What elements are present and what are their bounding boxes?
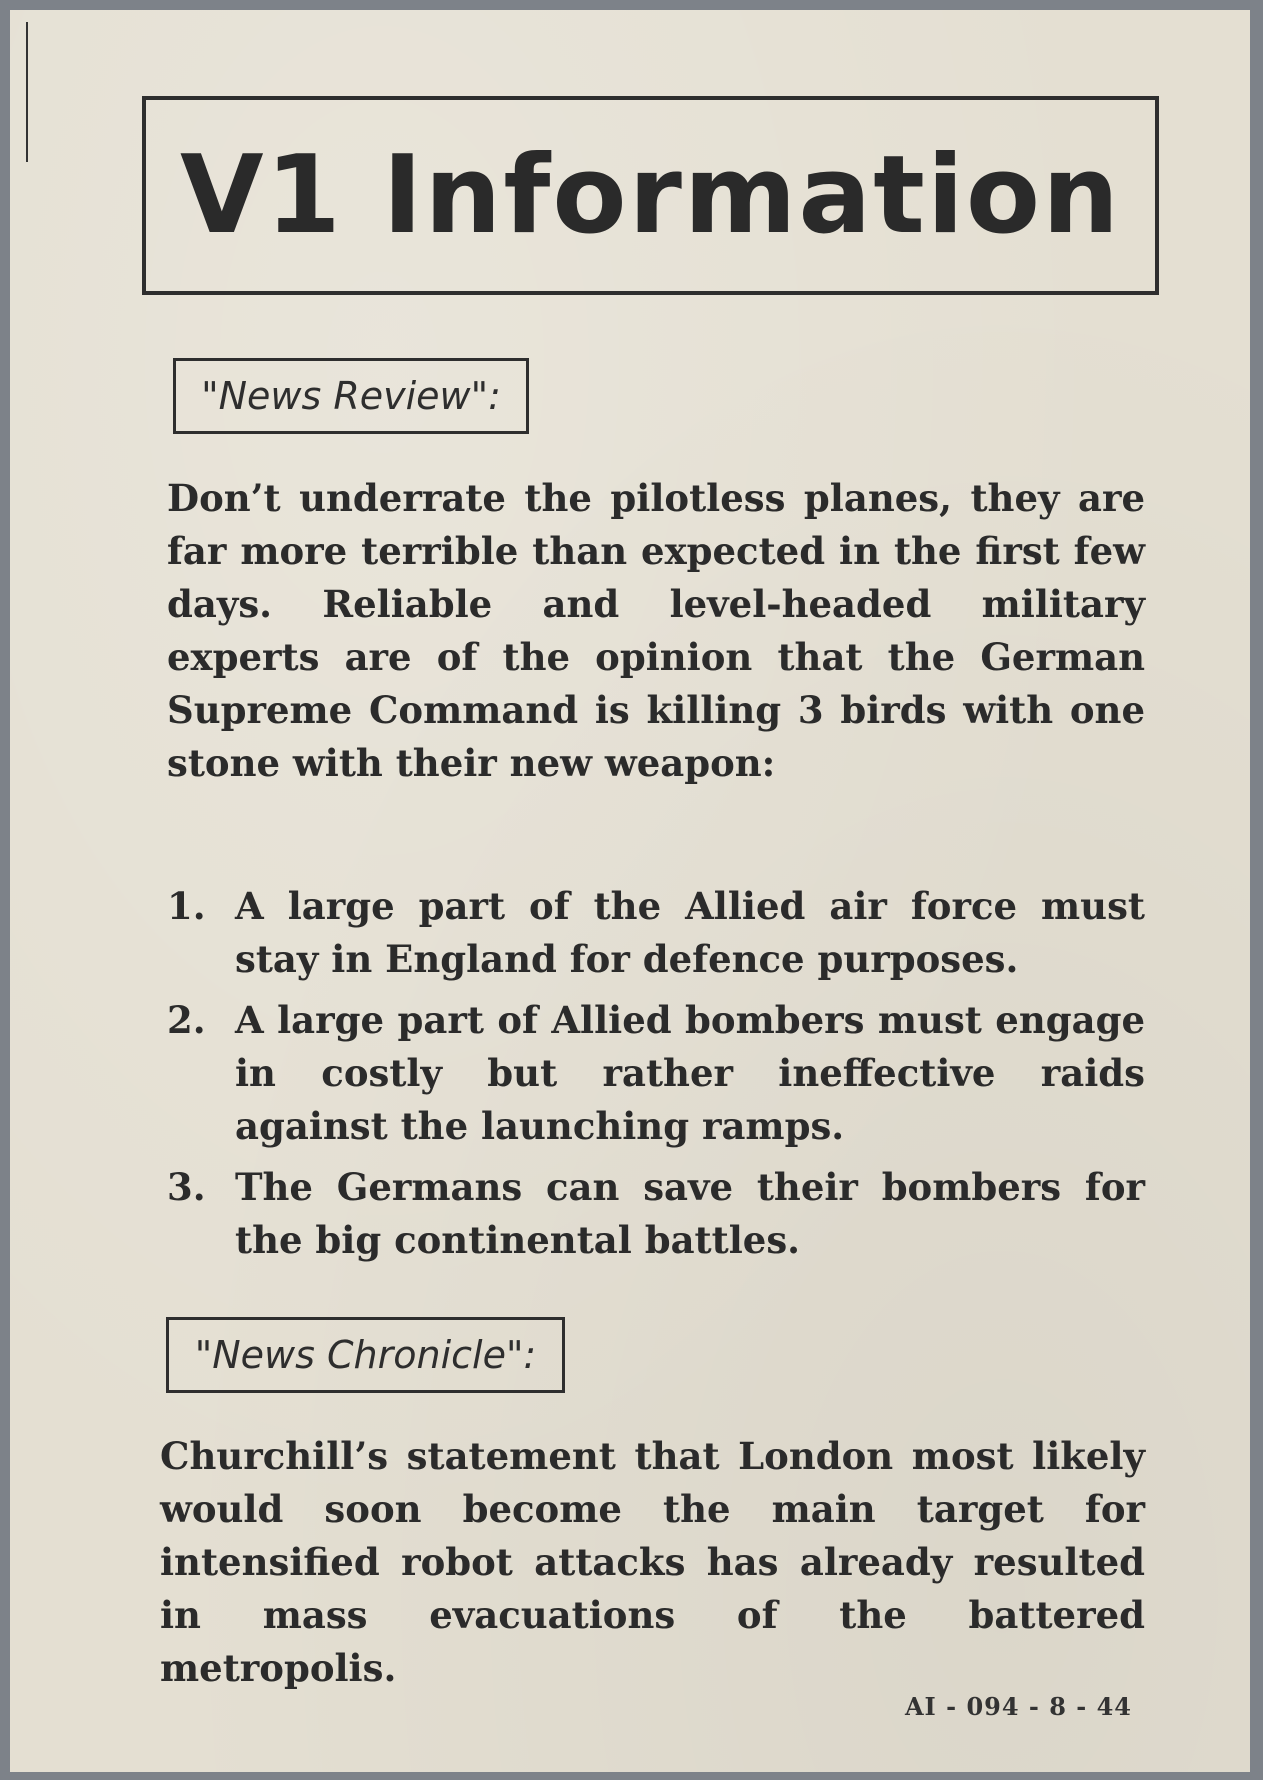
title-box [142, 96, 1159, 295]
list-item-number: 3. [167, 1165, 206, 1209]
source-label-news-chronicle: "News Chronicle": [166, 1317, 565, 1393]
numbered-list [167, 880, 1145, 1275]
list-item [167, 1161, 1145, 1267]
list-item-text: The Germans can save their bombers for the big continental battles. [235, 1165, 1145, 1262]
list-item-text: A large part of Allied bombers must engage in costly but rather ineffective raids against the launching ramps. [235, 998, 1145, 1148]
list-item [167, 994, 1145, 1153]
fold-mark [26, 22, 28, 162]
list-item-number: 2. [167, 998, 206, 1042]
source-label-news-review: "News Review": [173, 358, 529, 434]
leaflet-code: AI - 094 - 8 - 44 [904, 1692, 1132, 1721]
list-item [167, 880, 1145, 986]
leaflet-page [10, 10, 1250, 1772]
news-chronicle-paragraph: Churchill’s statement that London most likely would soon become the main target for intensified robot attacks has already resulted in mass evacuations of the battered metropolis. [160, 1434, 1145, 1690]
news-review-paragraph: Don’t underrate the pilotless planes, they are far more terrible than expected in the first few days. Reliable and level-headed military experts are of the opinion that the German Supreme Command is killing 3 birds with one stone with their new weapon: [167, 476, 1145, 785]
page-title: V1 Information [180, 132, 1121, 258]
list-item-text: A large part of the Allied air force must stay in England for defence purposes. [235, 884, 1145, 981]
list-item-number: 1. [167, 884, 206, 928]
